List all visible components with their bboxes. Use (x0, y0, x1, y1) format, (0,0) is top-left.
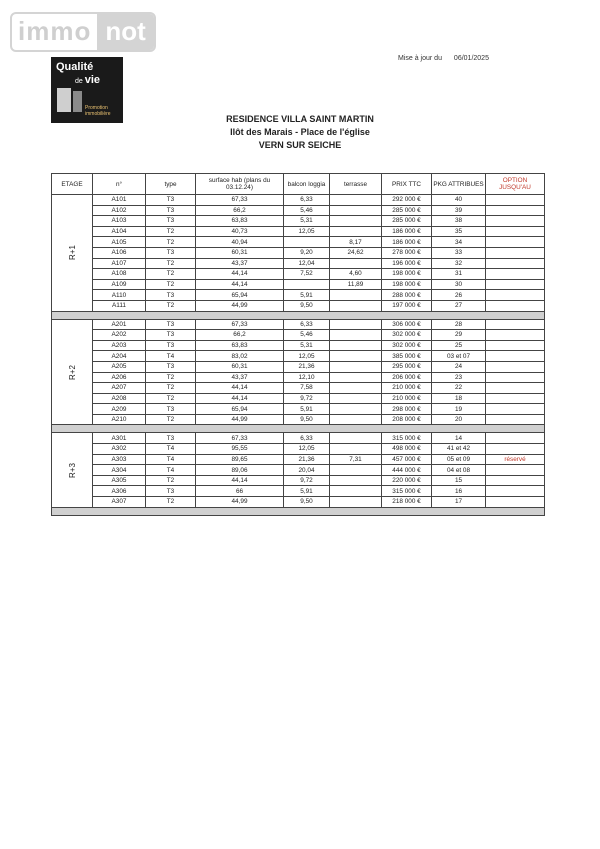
cell-option (486, 247, 545, 258)
separator-cell (52, 425, 545, 433)
cell-prix: 198 000 € (382, 269, 432, 280)
cell-surface: 63,83 (196, 340, 284, 351)
cell-lot: A303 (93, 454, 146, 465)
cell-type: T4 (146, 454, 196, 465)
residence-city: VERN SUR SEICHE (258, 140, 342, 150)
cell-pkg: 38 (432, 216, 486, 227)
table-row (52, 247, 545, 258)
cell-balcon: 20,04 (284, 465, 330, 476)
cell-option (486, 258, 545, 269)
cell-type: T3 (146, 205, 196, 216)
cell-type: T2 (146, 300, 196, 311)
cell-terrasse (330, 433, 382, 444)
cell-balcon: 5,46 (284, 205, 330, 216)
cell-surface: 67,33 (196, 195, 284, 206)
cell-pkg: 20 (432, 414, 486, 425)
cell-prix: 457 000 € (382, 454, 432, 465)
cell-balcon: 5,31 (284, 216, 330, 227)
cell-surface: 67,33 (196, 433, 284, 444)
cell-option (486, 486, 545, 497)
cell-prix: 306 000 € (382, 319, 432, 330)
cell-pkg: 17 (432, 497, 486, 508)
cell-prix: 186 000 € (382, 237, 432, 248)
cell-option (486, 404, 545, 415)
cell-pkg: 16 (432, 486, 486, 497)
cell-prix: 315 000 € (382, 486, 432, 497)
cell-balcon: 12,05 (284, 351, 330, 362)
cell-pkg: 31 (432, 269, 486, 280)
cell-surface: 43,37 (196, 372, 284, 383)
cell-pkg: 27 (432, 300, 486, 311)
cell-prix: 220 000 € (382, 475, 432, 486)
cell-surface: 65,94 (196, 404, 284, 415)
cell-surface: 67,33 (196, 319, 284, 330)
cell-lot: A109 (93, 279, 146, 290)
cell-lot: A104 (93, 226, 146, 237)
cell-lot: A210 (93, 414, 146, 425)
cell-pkg: 29 (432, 330, 486, 341)
cell-option (486, 269, 545, 280)
cell-type: T3 (146, 290, 196, 301)
cell-surface: 44,99 (196, 300, 284, 311)
header-type: type (146, 174, 196, 195)
cell-lot: A203 (93, 340, 146, 351)
cell-surface: 44,99 (196, 414, 284, 425)
table-row (52, 361, 545, 372)
cell-type: T3 (146, 330, 196, 341)
residence-address: Ilôt des Marais - Place de l'église (230, 127, 370, 137)
table-row (52, 237, 545, 248)
cell-prix: 298 000 € (382, 404, 432, 415)
cell-pkg: 14 (432, 433, 486, 444)
cell-prix: 208 000 € (382, 414, 432, 425)
cell-option (486, 216, 545, 227)
cell-balcon: 9,50 (284, 414, 330, 425)
cell-option (486, 361, 545, 372)
table-row (52, 226, 545, 237)
cell-terrasse (330, 330, 382, 341)
logo-building-icon-2 (73, 91, 82, 112)
cell-balcon: 5,31 (284, 340, 330, 351)
header-pkg: PKG ATTRIBUES (432, 174, 486, 195)
cell-balcon: 7,58 (284, 383, 330, 394)
cell-lot: A207 (93, 383, 146, 394)
cell-terrasse (330, 414, 382, 425)
cell-terrasse (330, 444, 382, 455)
cell-pkg: 39 (432, 205, 486, 216)
header-balcon: balcon loggia (284, 174, 330, 195)
floor-label (52, 319, 93, 425)
cell-lot: A204 (93, 351, 146, 362)
cell-type: T2 (146, 269, 196, 280)
logo-building-icon (57, 88, 71, 112)
cell-terrasse (330, 351, 382, 362)
cell-type: T3 (146, 433, 196, 444)
cell-pkg: 32 (432, 258, 486, 269)
header-prix: PRIX TTC (382, 174, 432, 195)
cell-balcon (284, 279, 330, 290)
cell-prix: 385 000 € (382, 351, 432, 362)
cell-terrasse (330, 205, 382, 216)
cell-terrasse (330, 226, 382, 237)
logo-line2b: vie (84, 74, 101, 86)
cell-surface: 44,14 (196, 393, 284, 404)
cell-balcon: 9,50 (284, 497, 330, 508)
table-row (52, 290, 545, 301)
table-row (52, 454, 545, 465)
cell-prix: 278 000 € (382, 247, 432, 258)
cell-option (486, 237, 545, 248)
cell-lot: A305 (93, 475, 146, 486)
header-option: OPTION JUSQU'AU (486, 174, 545, 195)
update-date: 06/01/2025 (453, 55, 489, 62)
cell-balcon: 9,50 (284, 300, 330, 311)
cell-balcon: 7,52 (284, 269, 330, 280)
cell-lot: A302 (93, 444, 146, 455)
cell-prix: 285 000 € (382, 205, 432, 216)
cell-prix: 218 000 € (382, 497, 432, 508)
cell-type: T2 (146, 414, 196, 425)
cell-lot: A106 (93, 247, 146, 258)
cell-type: T2 (146, 372, 196, 383)
logo-line3: Promotion immobilière (85, 105, 111, 117)
cell-surface: 44,14 (196, 269, 284, 280)
cell-surface: 40,94 (196, 237, 284, 248)
cell-terrasse (330, 216, 382, 227)
residence-title: RESIDENCE VILLA SAINT MARTIN (226, 114, 374, 124)
cell-lot: A307 (93, 497, 146, 508)
cell-lot: A201 (93, 319, 146, 330)
logo-line2a: de (75, 78, 83, 85)
cell-prix: 302 000 € (382, 340, 432, 351)
table-row (52, 404, 545, 415)
table-row (52, 414, 545, 425)
cell-prix: 285 000 € (382, 216, 432, 227)
cell-pkg: 19 (432, 404, 486, 415)
cell-terrasse: 8,17 (330, 237, 382, 248)
cell-type: T3 (146, 216, 196, 227)
cell-type: T3 (146, 247, 196, 258)
cell-pkg: 04 et 08 (432, 465, 486, 476)
cell-terrasse (330, 290, 382, 301)
cell-type: T3 (146, 404, 196, 415)
cell-prix: 206 000 € (382, 372, 432, 383)
table-row (52, 216, 545, 227)
cell-pkg: 26 (432, 290, 486, 301)
table-row (52, 497, 545, 508)
floor-label (52, 433, 93, 507)
table-row (52, 393, 545, 404)
cell-balcon (284, 237, 330, 248)
table-row (52, 383, 545, 394)
cell-lot: A102 (93, 205, 146, 216)
cell-balcon: 21,36 (284, 454, 330, 465)
cell-prix: 292 000 € (382, 195, 432, 206)
cell-option (486, 433, 545, 444)
cell-option (486, 319, 545, 330)
cell-lot: A101 (93, 195, 146, 206)
cell-option (486, 351, 545, 362)
table-row (52, 205, 545, 216)
cell-lot: A108 (93, 269, 146, 280)
cell-terrasse (330, 258, 382, 269)
floor-label-text: R+2 (67, 364, 77, 380)
cell-surface: 83,02 (196, 351, 284, 362)
cell-lot: A301 (93, 433, 146, 444)
cell-terrasse: 4,60 (330, 269, 382, 280)
cell-balcon: 5,91 (284, 404, 330, 415)
cell-option (486, 340, 545, 351)
cell-option (486, 226, 545, 237)
cell-lot: A206 (93, 372, 146, 383)
cell-balcon: 9,72 (284, 393, 330, 404)
cell-lot: A304 (93, 465, 146, 476)
cell-type: T2 (146, 237, 196, 248)
table-body (52, 195, 545, 516)
cell-prix: 198 000 € (382, 279, 432, 290)
cell-terrasse (330, 300, 382, 311)
cell-terrasse (330, 497, 382, 508)
cell-lot: A209 (93, 404, 146, 415)
table-row (52, 433, 545, 444)
header-num: n° (93, 174, 146, 195)
header-surface: surface hab (plans du 03.12.24) (196, 174, 284, 195)
cell-surface: 43,37 (196, 258, 284, 269)
watermark-part1: immo (18, 16, 92, 46)
separator-cell (52, 311, 545, 319)
cell-option (486, 372, 545, 383)
cell-terrasse (330, 361, 382, 372)
cell-terrasse (330, 404, 382, 415)
cell-lot: A111 (93, 300, 146, 311)
cell-surface: 65,94 (196, 290, 284, 301)
cell-pkg: 03 et 07 (432, 351, 486, 362)
cell-pkg: 25 (432, 340, 486, 351)
cell-option (486, 465, 545, 476)
cell-surface: 60,31 (196, 361, 284, 372)
cell-pkg: 34 (432, 237, 486, 248)
floor-label-text: R+3 (67, 462, 77, 478)
cell-prix: 210 000 € (382, 393, 432, 404)
cell-prix: 197 000 € (382, 300, 432, 311)
cell-type: T2 (146, 226, 196, 237)
update-info (398, 55, 489, 62)
table-row (52, 475, 545, 486)
cell-balcon: 21,36 (284, 361, 330, 372)
logo-line2 (75, 74, 100, 86)
cell-pkg: 05 et 09 (432, 454, 486, 465)
cell-type: T2 (146, 383, 196, 394)
table-header-row (52, 174, 545, 195)
cell-terrasse (330, 393, 382, 404)
cell-type: T2 (146, 258, 196, 269)
cell-type: T3 (146, 195, 196, 206)
cell-pkg: 15 (432, 475, 486, 486)
cell-pkg: 23 (432, 372, 486, 383)
cell-balcon: 6,33 (284, 433, 330, 444)
cell-type: T3 (146, 319, 196, 330)
table-row (52, 351, 545, 362)
separator-cell (52, 507, 545, 515)
cell-surface: 44,99 (196, 497, 284, 508)
floor-separator (52, 507, 545, 515)
table-row (52, 465, 545, 476)
cell-option (486, 475, 545, 486)
cell-option (486, 393, 545, 404)
cell-surface: 66,2 (196, 330, 284, 341)
cell-option (486, 444, 545, 455)
cell-option (486, 414, 545, 425)
floor-label (52, 195, 93, 312)
cell-balcon: 12,05 (284, 444, 330, 455)
table-row (52, 486, 545, 497)
cell-terrasse (330, 319, 382, 330)
cell-surface: 44,14 (196, 279, 284, 290)
cell-terrasse: 24,62 (330, 247, 382, 258)
cell-lot: A202 (93, 330, 146, 341)
floor-label-text: R+1 (67, 245, 77, 261)
cell-pkg: 22 (432, 383, 486, 394)
cell-balcon: 5,91 (284, 290, 330, 301)
cell-type: T2 (146, 393, 196, 404)
cell-surface: 44,14 (196, 475, 284, 486)
table-row (52, 300, 545, 311)
cell-type: T4 (146, 444, 196, 455)
table-row (52, 340, 545, 351)
cell-surface: 89,65 (196, 454, 284, 465)
cell-surface: 66 (196, 486, 284, 497)
cell-type: T2 (146, 279, 196, 290)
cell-terrasse: 11,89 (330, 279, 382, 290)
cell-terrasse (330, 465, 382, 476)
cell-option (486, 300, 545, 311)
cell-pkg: 35 (432, 226, 486, 237)
table-row (52, 258, 545, 269)
watermark-part2: not (97, 14, 153, 50)
cell-terrasse (330, 475, 382, 486)
cell-option (486, 195, 545, 206)
logo-line1: Qualité (56, 61, 94, 73)
cell-surface: 40,73 (196, 226, 284, 237)
table-row (52, 444, 545, 455)
cell-balcon: 9,20 (284, 247, 330, 258)
table-row (52, 372, 545, 383)
cell-pkg: 28 (432, 319, 486, 330)
header-terrasse: terrasse (330, 174, 382, 195)
cell-terrasse (330, 383, 382, 394)
cell-surface: 95,55 (196, 444, 284, 455)
cell-prix: 288 000 € (382, 290, 432, 301)
table-row (52, 195, 545, 206)
table-row (52, 279, 545, 290)
cell-option (486, 330, 545, 341)
cell-terrasse (330, 340, 382, 351)
cell-lot: A105 (93, 237, 146, 248)
cell-lot: A208 (93, 393, 146, 404)
cell-prix: 315 000 € (382, 433, 432, 444)
cell-option (486, 383, 545, 394)
cell-lot: A205 (93, 361, 146, 372)
immonot-watermark (10, 12, 156, 52)
table-row (52, 330, 545, 341)
cell-terrasse (330, 486, 382, 497)
cell-pkg: 33 (432, 247, 486, 258)
cell-lot: A110 (93, 290, 146, 301)
cell-balcon: 5,46 (284, 330, 330, 341)
cell-type: T2 (146, 475, 196, 486)
cell-prix: 444 000 € (382, 465, 432, 476)
cell-balcon: 12,10 (284, 372, 330, 383)
table-row (52, 319, 545, 330)
cell-surface: 60,31 (196, 247, 284, 258)
cell-surface: 89,06 (196, 465, 284, 476)
cell-type: T3 (146, 361, 196, 372)
cell-balcon: 12,04 (284, 258, 330, 269)
cell-option (486, 497, 545, 508)
cell-option (486, 205, 545, 216)
cell-pkg: 24 (432, 361, 486, 372)
cell-prix: 295 000 € (382, 361, 432, 372)
cell-pkg: 40 (432, 195, 486, 206)
price-table (51, 173, 545, 516)
cell-prix: 210 000 € (382, 383, 432, 394)
cell-pkg: 41 et 42 (432, 444, 486, 455)
cell-lot: A107 (93, 258, 146, 269)
floor-separator (52, 311, 545, 319)
cell-balcon: 5,91 (284, 486, 330, 497)
floor-separator (52, 425, 545, 433)
cell-balcon: 6,33 (284, 195, 330, 206)
cell-type: T4 (146, 465, 196, 476)
cell-lot: A306 (93, 486, 146, 497)
cell-terrasse: 7,31 (330, 454, 382, 465)
cell-pkg: 30 (432, 279, 486, 290)
cell-prix: 302 000 € (382, 330, 432, 341)
cell-prix: 186 000 € (382, 226, 432, 237)
cell-type: T3 (146, 486, 196, 497)
cell-surface: 63,83 (196, 216, 284, 227)
cell-balcon: 6,33 (284, 319, 330, 330)
table-row (52, 269, 545, 280)
cell-prix: 196 000 € (382, 258, 432, 269)
cell-terrasse (330, 195, 382, 206)
cell-option (486, 290, 545, 301)
cell-balcon: 12,05 (284, 226, 330, 237)
cell-pkg: 18 (432, 393, 486, 404)
update-label: Mise à jour du (398, 55, 442, 62)
cell-surface: 66,2 (196, 205, 284, 216)
cell-terrasse (330, 372, 382, 383)
cell-balcon: 9,72 (284, 475, 330, 486)
cell-surface: 44,14 (196, 383, 284, 394)
cell-prix: 498 000 € (382, 444, 432, 455)
cell-type: T2 (146, 497, 196, 508)
cell-type: T4 (146, 351, 196, 362)
cell-option (486, 279, 545, 290)
cell-lot: A103 (93, 216, 146, 227)
cell-type: T3 (146, 340, 196, 351)
header-etage: ETAGE (52, 174, 93, 195)
cell-option: réservé (486, 454, 545, 465)
